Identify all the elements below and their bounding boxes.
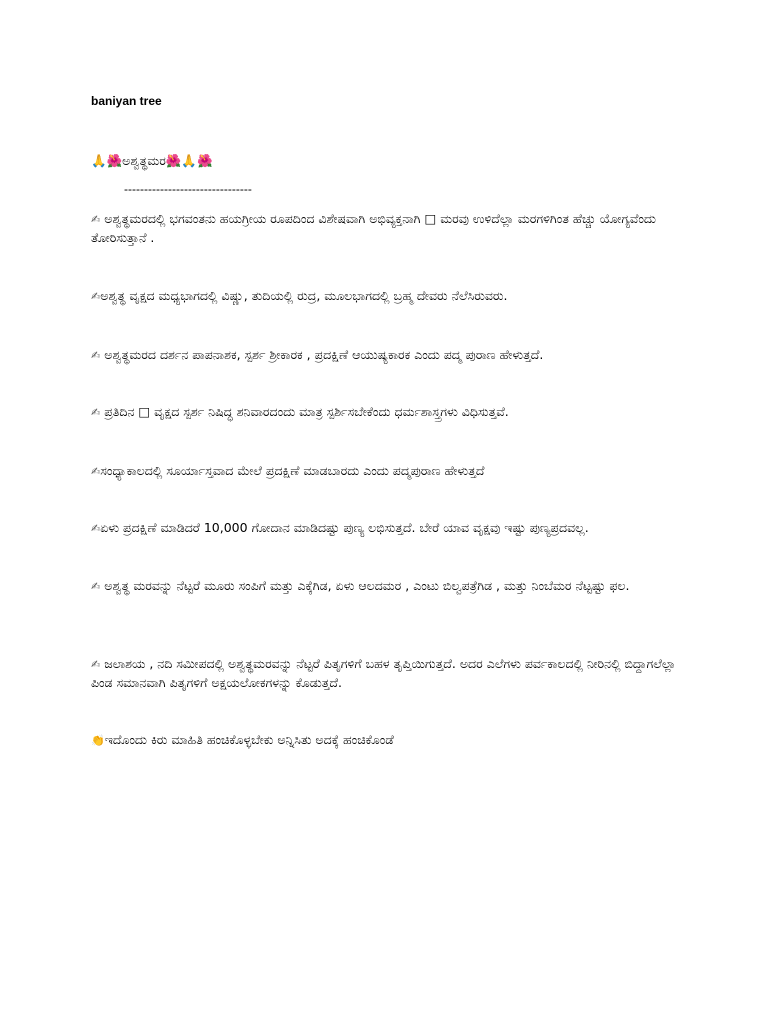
closing-text: ಇದೊಂದು ಕಿರು ಮಾಹಿತಿ ಹಂಚಿಕೊಳ್ಳಬೇಕು ಅನ್ನಿಸಿತು ಅದಕ್ಕೆ ಹಂಚಿಕೊಂಡೆ bbox=[104, 732, 394, 747]
writing-hand-icon: ✍ bbox=[91, 290, 101, 303]
writing-hand-icon: ✍ bbox=[91, 465, 101, 478]
paragraph bbox=[91, 577, 681, 596]
paragraph-text: ಜಲಾಶಯ , ನದಿ ಸಮೀಪದಲ್ಲಿ ಅಶ್ವತ್ಥಮರವನ್ನು ನೆಟ್ಟರೆ ಪಿತೃಗಳಿಗೆ ಬಹಳ ತೃಪ್ತಿಯಿಗುತ್ತದೆ. ಅದರ ಎಲೆಗಳು ಪರ್ವಕಾಲದಲ್ಲಿ ನೀರಿನಲ್ಲಿ ಬಿದ್ದಾಗಲೆಲ್ಲಾ ಪಿಂಡ ಸಮಾನವಾಗಿ ಪಿತೃಗಳಿಗೆ ಅಕ್ಷಯಲೋಕಗಳನ್ನು ಕೊಡುತ್ತದೆ. bbox=[91, 656, 676, 690]
section-heading: 🙏🌺ಅಶ್ವತ್ಥಮರ🌺🙏🌺 bbox=[91, 153, 213, 168]
paragraph-text: ಪ್ರತಿದಿನ □ ವೃಕ್ಷದ ಸ್ಪರ್ಶ ನಿಷಿದ್ಧ ಶನಿವಾರದಂದು ಮಾತ್ರ ಸ್ಪರ್ಶಿಸಬೇಕೆಂದು ಧರ್ಮಶಾಸ್ತ್ರಗಳು ವಿಧಿಸುತ್ತವೆ. bbox=[104, 404, 509, 419]
writing-hand-icon: ✍ bbox=[91, 522, 101, 535]
closing-paragraph bbox=[91, 731, 681, 750]
writing-hand-icon: ✍ bbox=[91, 406, 101, 419]
writing-hand-icon: ✍ bbox=[91, 658, 101, 671]
divider-line: -------------------------------- bbox=[124, 182, 252, 196]
document-title: baniyan tree bbox=[91, 94, 162, 108]
clapping-hands-icon: 👏 bbox=[91, 734, 105, 747]
paragraph bbox=[91, 403, 681, 422]
paragraph bbox=[91, 655, 681, 692]
writing-hand-icon: ✍ bbox=[91, 349, 101, 362]
paragraph bbox=[91, 210, 681, 247]
paragraph bbox=[91, 519, 681, 538]
paragraph-text: ಅಶ್ವತ್ಥ ಮರವನ್ನು ನೆಟ್ಟರೆ ಮೂರು ಸಂಪಿಗೆ ಮತ್ತು ಎಕ್ಕೆಗಿಡ, ಏಳು ಆಲದಮರ , ಎಂಟು ಬಿಲ್ವಪತ್ರೆಗಿಡ , ಮತ್ತು ನಿಂಬೆಮರ ನೆಟ್ಟಷ್ಟು ಫಲ. bbox=[104, 578, 630, 593]
paragraph bbox=[91, 287, 681, 306]
paragraph bbox=[91, 462, 681, 481]
paragraph-text: ಸಂಧ್ಯಾಕಾಲದಲ್ಲಿ ಸೂರ್ಯಾಸ್ತವಾದ ಮೇಲೆ ಪ್ರದಕ್ಷಿಣೆ ಮಾಡಬಾರದು ಎಂದು ಪದ್ಮಪುರಾಣ ಹೇಳುತ್ತದೆ bbox=[100, 463, 485, 478]
paragraph-text: ಅಶ್ವತ್ಥಮರದ ದರ್ಶನ ಪಾಪನಾಶಕ, ಸ್ಪರ್ಶ ಶ್ರೀಕಾರಕ , ಪ್ರದಕ್ಷಿಣೆ ಆಯುಷ್ಯಕಾರಕ ಎಂದು ಪದ್ಮ ಪುರಾಣ ಹೇಳುತ್ತದೆ. bbox=[104, 347, 544, 362]
paragraph-text: ಅಶ್ವತ್ಥಮರದಲ್ಲಿ ಭಗವಂತನು ಹಯಗ್ರೀಯ ರೂಪದಿಂದ ವಿಶೇಷವಾಗಿ ಅಭಿವ್ಯಕ್ತನಾಗಿ □ ಮರವು ಉಳಿದೆಲ್ಲಾ ಮರಗಳಿಗಿಂತ ಹೆಚ್ಚು ಯೋಗ್ಯವೆಂದು ತೋರಿಸುತ್ತಾನೆ . bbox=[91, 211, 656, 245]
writing-hand-icon: ✍ bbox=[91, 580, 101, 593]
paragraph-text: ಅಶ್ವತ್ಥ ವೃಕ್ಷದ ಮಧ್ಯಭಾಗದಲ್ಲಿ ವಿಷ್ಣು, ತುದಿಯಲ್ಲಿ ರುದ್ರ, ಮೂಲಭಾಗದಲ್ಲಿ ಬ್ರಹ್ಮ ದೇವರು ನೆಲೆಸಿರುವರು. bbox=[100, 288, 508, 303]
paragraph-text: ಏಳು ಪ್ರದಕ್ಷಿಣೆ ಮಾಡಿದರೆ 10,000 ಗೋದಾನ ಮಾಡಿದಷ್ಟು ಪುಣ್ಯ ಲಭಿಸುತ್ತದೆ. ಬೇರೆ ಯಾವ ವೃಕ್ಷವು ಇಷ್ಟು ಪುಣ್ಯಪ್ರದವಲ್ಲ. bbox=[100, 520, 589, 535]
writing-hand-icon: ✍ bbox=[91, 213, 101, 226]
paragraph bbox=[91, 346, 681, 365]
